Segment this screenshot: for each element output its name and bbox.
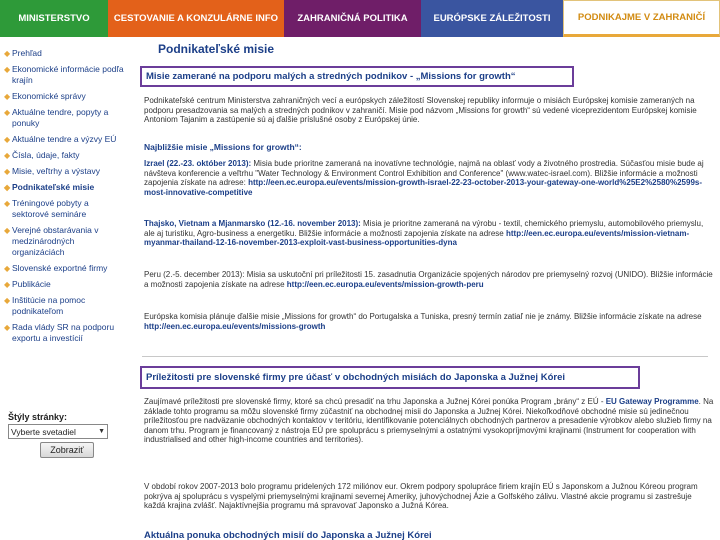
mission-israel (144, 159, 714, 197)
sidebar-item-label: Prehľad (12, 48, 42, 58)
sidebar-item-tendre-eu[interactable] (4, 132, 126, 148)
missions-final-note (144, 312, 714, 331)
style-switcher-label: Štýly stránky: (8, 412, 68, 422)
page-title: Podnikateľské misie (158, 42, 275, 56)
mission-asia-title: Thajsko, Vietnam a Mjanmarsko (12.-16. november 2013): (144, 219, 361, 228)
diamond-bullet-icon: ◆ (4, 167, 11, 176)
sidebar-item-label: Podnikateľské misie (12, 182, 95, 192)
mission-israel-link[interactable]: http://een.ec.europa.eu/events/mission-growth-israel-22-23-october-2013-your-gateway-one-world%25E2%2580%2599s-most-innovative-competitive (144, 178, 702, 197)
style-switcher (8, 412, 126, 458)
section-heading-missions-for-growth: Misie zamerané na podporu malých a stredných podnikov - „Missions for growth“ (140, 66, 574, 87)
mission-asia-text: Misia je prioritne zameraná na výrobu - textil, chemického priemyslu, automobilového priemyslu, ale aj turistiku, Agro-business a energetiku. Bližšie informácie a možnosti zapojenia získate na adrese (144, 219, 704, 238)
style-select[interactable] (8, 424, 108, 439)
sidebar-item-exportne-firmy[interactable] (4, 261, 126, 277)
sidebar-item-institucie[interactable] (4, 293, 126, 320)
diamond-bullet-icon: ◆ (4, 280, 11, 289)
mission-israel-title: Izrael (22.-23. október 2013): (144, 159, 252, 168)
diamond-bullet-icon: ◆ (4, 92, 11, 101)
mission-israel-text: Misia bude prioritne zameraná na inovatívne technológie, najmä na oblasť vody a životného prostredia. Súčasťou misie bude aj návšteva konferencie a veľtrhu "Water Technology & Environment Control Exhibition and Conference" (www.watec-israel.com). Bližšie informácie a možnosti zapojenia získate na adrese: (144, 159, 704, 188)
final-note-text: Európska komisia plánuje ďalšie misie „Missions for growth“ do Portugalska a Tuniska, presný termín zatiaľ nie je známy. Bližšie informácie získate na adrese (144, 312, 702, 321)
diamond-bullet-icon: ◆ (4, 183, 11, 192)
diamond-bullet-icon: ◆ (4, 65, 11, 74)
sidebar-item-label: Slovenské exportné firmy (12, 263, 108, 273)
intro-paragraph: Podnikateľské centrum Ministerstva zahraničných vecí a európskych záležitostí Slovenskej republiky informuje o misiách Európskej komisie zameraných na podporu presadzovania sa malých a stredných podnikov v zahraničí. Misie pod názvom „Missions for growth“ sú vedené viceprezidentom Európskej komisie Antoniom Tajanim a zastúpenie sú aj ďalšie príslušné osoby z Európskej únie. (144, 96, 697, 125)
sidebar-item-label: Aktuálne tendre a výzvy EÚ (12, 134, 117, 144)
sidebar-item-label: Inštitúcie na pomoc podnikateľom (12, 295, 86, 316)
sidebar-item-publikacie[interactable] (4, 277, 126, 293)
gateway-programme-link[interactable]: EU Gateway Programme (605, 397, 699, 406)
tab-ministerstvo[interactable]: MINISTERSTVO (0, 0, 108, 37)
diamond-bullet-icon: ◆ (4, 264, 11, 273)
sidebar-item-podnikatelske-misie[interactable] (4, 180, 126, 196)
sidebar-menu (4, 46, 126, 347)
diamond-bullet-icon: ◆ (4, 226, 11, 235)
chevron-down-icon: ▼ (98, 428, 105, 435)
mission-peru-text: Peru (2.-5. december 2013): Misia sa uskutoční pri príležitosti 15. zasadnutia Organizácie spojených národov pre priemyselný rozvoj (UNIDO). Bližšie informácie a možnosti zapojenia získate na adrese (144, 270, 713, 289)
missions-growth-link[interactable]: http://een.ec.europa.eu/events/missions-growth (144, 321, 326, 331)
upcoming-missions-heading: Najbližšie misie „Missions for growth“: (144, 142, 302, 152)
mission-peru-link[interactable]: http://een.ec.europa.eu/events/mission-growth-peru (286, 279, 484, 289)
show-button[interactable]: Zobraziť (40, 442, 94, 458)
sidebar-item-ekonomicke-informacie[interactable] (4, 62, 126, 89)
gateway-text-a: Zaujímavé príležitosti pre slovenské firmy, ktoré sa chcú presadiť na trhu Japonska a Južnej Kórei ponúka Program „brány“ z EÚ - (144, 397, 606, 406)
divider (142, 356, 708, 357)
diamond-bullet-icon: ◆ (4, 108, 11, 117)
diamond-bullet-icon: ◆ (4, 135, 11, 144)
sidebar-item-treningove-pobyty[interactable] (4, 196, 126, 223)
sidebar-item-label: Verejné obstarávania v medzinárodných organizáciách (12, 225, 99, 257)
diamond-bullet-icon: ◆ (4, 296, 11, 305)
style-select-value: Vyberte svetadiel (11, 426, 76, 437)
sidebar-item-verejne-obstaravania[interactable] (4, 223, 126, 261)
tab-podnikajme[interactable]: PODNIKAJME V ZAHRANIČÍ (563, 0, 720, 37)
diamond-bullet-icon: ◆ (4, 49, 11, 58)
sidebar-item-label: Tréningové pobyty a sektorové semináre (12, 198, 89, 219)
sidebar-item-label: Publikácie (12, 279, 51, 289)
top-navigation (0, 0, 720, 37)
sidebar-item-label: Čísla, údaje, fakty (12, 150, 80, 160)
sidebar-item-tendre-popyty[interactable] (4, 105, 126, 132)
tab-europske-zalezitosti[interactable]: EURÓPSKE ZÁLEŽITOSTI (421, 0, 563, 37)
diamond-bullet-icon: ◆ (4, 323, 11, 332)
tab-zahranicna-politika[interactable]: ZAHRANIČNÁ POLITIKA (284, 0, 421, 37)
tab-cestovanie[interactable]: CESTOVANIE A KONZULÁRNE INFO (108, 0, 284, 37)
gateway-text-c: . Na základe tohto programu sa môžu slovenské firmy zúčastniť na obchodnej misii do Japonska a Južnej Kórei. Niekoľkodňové obchodné misie sú jedinečnou príležitosťou pre nadväzanie obchodných kontaktov v teritóriu, identifikovanie potenciálnych obchodných partnerov a presadenie výrobkov alebo služieb firmy na danom trhu. Program je financovaný z nástroja EÚ pre spoluprácu s priemyselnými a ostatnými vysokopríjmovými krajinami (Instrument for cooperation with industrialised and other high-income countries and territories). (144, 397, 714, 445)
sidebar-item-label: Rada vlády SR na podporu exportu a investícií (12, 322, 115, 343)
funding-paragraph: V období rokov 2007-2013 bolo programu pridelených 172 miliónov eur. Okrem podpory spolupráce firiem krajín EÚ s Japonskom a Južnou Kóreou program pokrýva aj spoluprácu s vyspelými priemyselnými krajinami severnej Ameriky, juhovýchodnej Ázie a Golfského zálivu. Vlastné akcie programu si zastrešuje každá krajina zvlášť. Najaktívnejšia programu má spravovať Japonsko a Južná Kórea. (144, 482, 698, 511)
current-offer-heading: Aktuálna ponuka obchodných misií do Japonska a Južnej Kórei (144, 530, 432, 540)
sidebar-item-prehlad[interactable] (4, 46, 126, 62)
sidebar-item-label: Ekonomické správy (12, 91, 86, 101)
sidebar-item-label: Misie, veľtrhy a výstavy (12, 166, 100, 176)
sidebar-item-ekonomicke-spravy[interactable] (4, 89, 126, 105)
sidebar-item-label: Aktuálne tendre, popyty a ponuky (12, 107, 109, 128)
sidebar-item-cisla-udaje[interactable] (4, 148, 126, 164)
diamond-bullet-icon: ◆ (4, 151, 11, 160)
mission-asia-link[interactable]: http://een.ec.europa.eu/events/mission-vietnam-myanmar-thailand-12-16-november-2013-exploit-vast-business-opportunities-dyna (144, 228, 690, 248)
sidebar-item-label: Ekonomické informácie podľa krajín (12, 64, 124, 85)
gateway-paragraph (144, 397, 714, 445)
diamond-bullet-icon: ◆ (4, 199, 11, 208)
sidebar-item-rada-vlady[interactable] (4, 320, 126, 347)
sidebar-item-misie-veltrhy[interactable] (4, 164, 126, 180)
mission-peru (144, 270, 714, 289)
section-heading-japan-korea: Príležitosti pre slovenské firmy pre účasť v obchodných misiách do Japonska a Južnej Kórei (140, 366, 640, 389)
mission-asia (144, 219, 714, 248)
